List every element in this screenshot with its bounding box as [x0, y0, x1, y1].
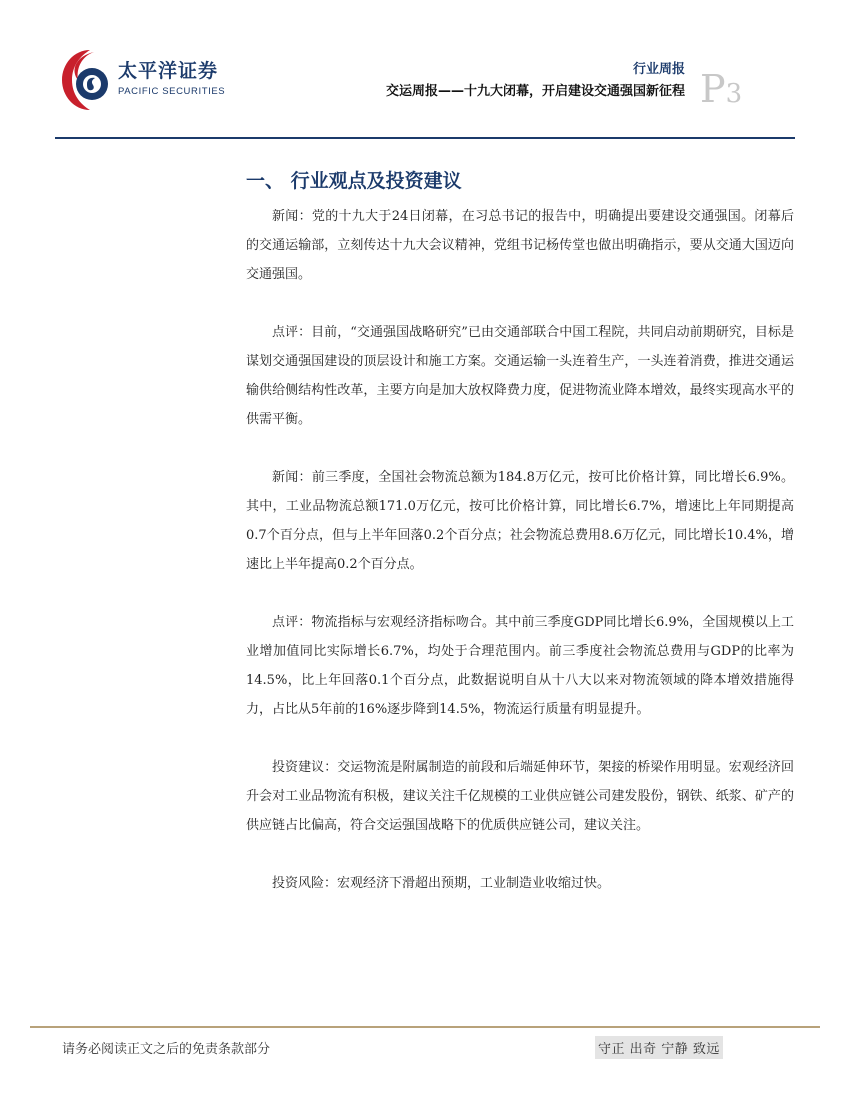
section-title: 一、 行业观点及投资建议 — [246, 170, 462, 192]
paragraph-gap — [246, 289, 794, 318]
paragraph-gap — [246, 840, 794, 869]
footer-motto: 守正 出奇 宁静 致远 — [595, 1036, 723, 1059]
paragraph-news-2: 新闻：前三季度，全国社会物流总额为184.8万亿元，按可比价格计算，同比增长6.9%。其中，工业品物流总额171.0万亿元，按可比价格计算，同比增长6.7%，增速比上年同期提高0.7个百分点，但与上半年回落0.2个百分点；社会物流总费用8.6万亿元，同比增长10.4%，增速比上半年提高0.2个百分点。 — [246, 470, 794, 572]
footer-disclaimer: 请务必阅读正文之后的免责条款部分 — [62, 1042, 271, 1057]
company-logo — [60, 44, 290, 114]
page-number — [700, 67, 743, 111]
header-divider — [55, 137, 795, 139]
page-header — [0, 0, 850, 140]
paragraph-gap — [246, 579, 794, 608]
pacific-logo-icon — [60, 44, 116, 114]
paragraph-gap — [246, 434, 794, 463]
brand-name-en: PACIFIC SECURITIES — [118, 86, 226, 97]
paragraph-comment-2: 点评：物流指标与宏观经济指标吻合。其中前三季度GDP同比增长6.9%，全国规模以上工业增加值同比实际增长6.7%，均处于合理范围内。前三季度社会物流总费用与GDP的比率为14.5%，比上年回落0.1个百分点，此数据说明自从十八大以来对物流领域的降本增效措施得力，占比从5年前的16%逐步降到14.5%，物流运行质量有明显提升。 — [246, 615, 794, 717]
paragraph-comment-1: 点评：目前，“交通强国战略研究”已由交通部联合中国工程院，共同启动前期研究，目标是谋划交通强国建设的顶层设计和施工方案。交通运输一头连着生产，一头连着消费，推进交通运输供给侧结构性改革，主要方向是加大放权降费力度，促进物流业降本增效，最终实现高水平的供需平衡。 — [246, 325, 794, 427]
paragraph-investment-advice: 投资建议：交运物流是附属制造的前段和后端延伸环节，架接的桥梁作用明显。宏观经济回升会对工业品物流有积极，建议关注千亿规模的工业供应链公司建发股份，钢铁、纸浆、矿产的供应链占比偏高，符合交运强国战略下的优质供应链公司，建议关注。 — [246, 760, 794, 833]
footer-divider — [30, 1026, 820, 1028]
brand-name-cn: 太平洋证券 — [118, 60, 219, 82]
report-title: 交运周报——十九大闭幕，开启建设交通强国新征程 — [385, 84, 685, 99]
report-type: 行业周报 — [632, 62, 685, 77]
paragraph-news-1: 新闻：党的十九大于24日闭幕，在习总书记的报告中，明确提出要建设交通强国。闭幕后的交通运输部，立刻传达十九大会议精神，党组书记杨传堂也做出明确指示，要从交通大国迈向交通强国。 — [246, 209, 794, 282]
page-digit: 3 — [725, 79, 743, 109]
paragraph-investment-risk: 投资风险：宏观经济下滑超出预期，工业制造业收缩过快。 — [272, 876, 611, 891]
body-content — [246, 202, 794, 898]
page-letter: P — [700, 67, 726, 111]
paragraph-gap — [246, 724, 794, 753]
